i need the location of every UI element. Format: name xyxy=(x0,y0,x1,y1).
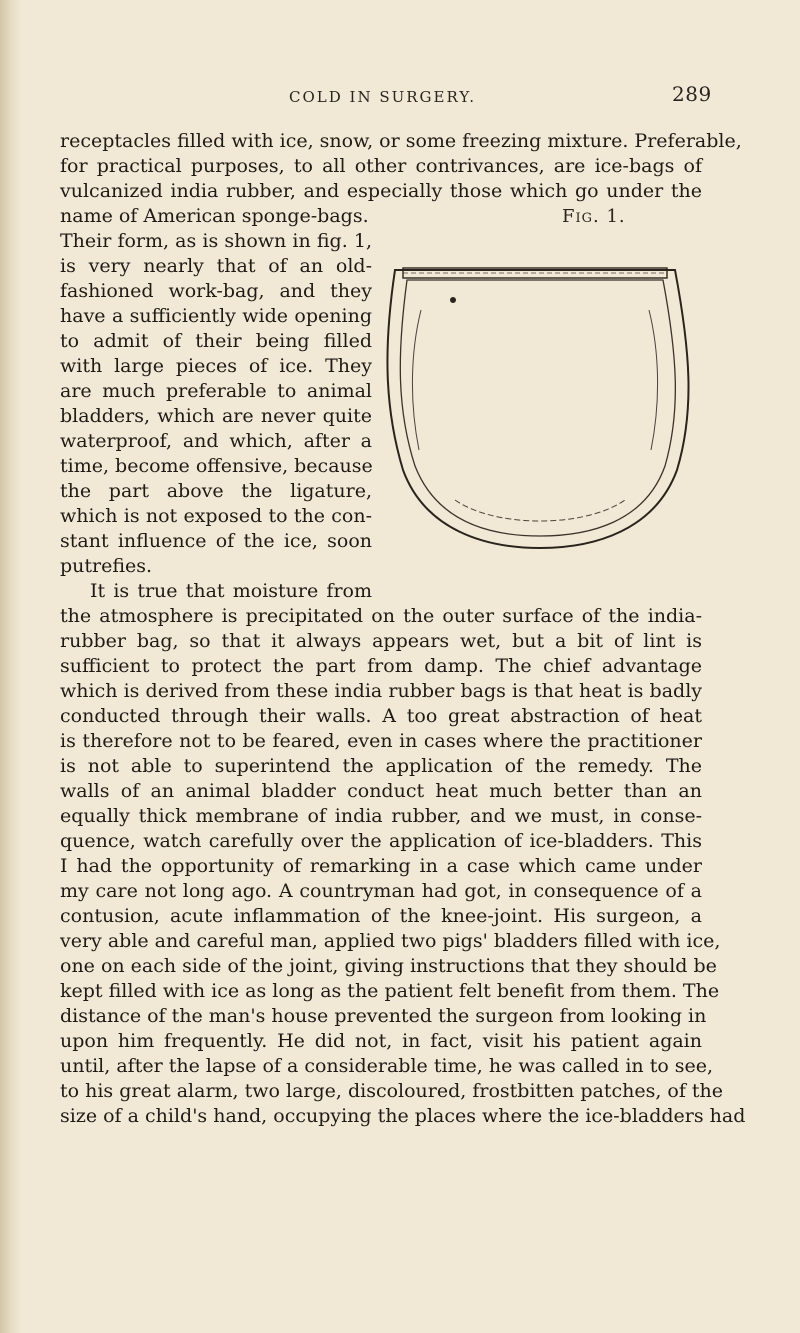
sponge-bag-illustration xyxy=(385,230,695,550)
left-shading xyxy=(412,310,421,450)
text-line: which is derived from these india rubber bags is that heat is badly xyxy=(60,680,702,702)
text-line: receptacles filled with ice, snow, or some freezing mixture. Preferable, xyxy=(60,130,742,152)
text-line: until, after the lapse of a considerable time, he was called in to see, xyxy=(60,1055,714,1077)
text-line: is therefore not to be feared, even in cases where the practitioner xyxy=(60,730,702,752)
text-line: It is true that moisture from xyxy=(90,580,372,602)
text-line: which is not exposed to the con- xyxy=(60,505,372,527)
text-line: vulcanized india rubber, and especially those which go under the xyxy=(60,180,702,202)
text-line: putrefies. xyxy=(60,555,153,577)
text-line: is very nearly that of an old- xyxy=(60,255,372,277)
text-line: very able and careful man, applied two pigs' bladders filled with ice, xyxy=(60,930,721,952)
page-number: 289 xyxy=(672,82,712,106)
text-line: kept filled with ice as long as the patient felt benefit from them. The xyxy=(60,980,720,1002)
text-line: upon him frequently. He did not, in fact, visit his patient again xyxy=(60,1030,702,1052)
bottom-shading xyxy=(455,500,625,521)
text-line: equally thick membrane of india rubber, and we must, in conse- xyxy=(60,805,702,827)
text-line: quence, watch carefully over the application of ice-bladders. This xyxy=(60,830,702,852)
text-line: the part above the ligature, xyxy=(60,480,372,502)
text-line: the atmosphere is precipitated on the outer surface of the india- xyxy=(60,605,702,627)
bag-outline-outer xyxy=(387,270,688,548)
text-line: distance of the man's house prevented the surgeon from looking in xyxy=(60,1005,707,1027)
text-line: I had the opportunity of remarking in a case which came under xyxy=(60,855,702,877)
text-line: are much preferable to animal xyxy=(60,380,372,402)
text-line: have a sufficiently wide opening xyxy=(60,305,372,327)
text-line: Their form, as is shown in fig. 1, xyxy=(60,230,372,252)
text-line: sufficient to protect the part from damp. The chief advantage xyxy=(60,655,702,677)
text-line: rubber bag, so that it always appears wet, but a bit of lint is xyxy=(60,630,702,652)
text-line: size of a child's hand, occupying the places where the ice-bladders had xyxy=(60,1105,746,1127)
text-line: time, become offensive, because xyxy=(60,455,373,477)
text-line: my care not long ago. A countryman had got, in consequence of a xyxy=(60,880,702,902)
text-line: walls of an animal bladder conduct heat much better than an xyxy=(60,780,702,802)
text-line: stant influence of the ice, soon xyxy=(60,530,372,552)
text-line: name of American sponge-bags. xyxy=(60,205,369,227)
running-head: COLD IN SURGERY. xyxy=(289,88,477,106)
text-line: conducted through their walls. A too great abstraction of heat xyxy=(60,705,702,727)
bag-ring-dot xyxy=(450,297,456,303)
text-line: is not able to superintend the application of the remedy. The xyxy=(60,755,702,777)
text-line: for practical purposes, to all other contrivances, are ice-bags of xyxy=(60,155,702,177)
text-line: contusion, acute inflammation of the knee-joint. His surgeon, a xyxy=(60,905,702,927)
text-line: waterproof, and which, after a xyxy=(60,430,372,452)
right-shading xyxy=(649,310,658,450)
text-line: to admit of their being filled xyxy=(60,330,372,352)
text-line: one on each side of the joint, giving instructions that they should be xyxy=(60,955,717,977)
text-line: to his great alarm, two large, discoloured, frostbitten patches, of the xyxy=(60,1080,724,1102)
text-line: with large pieces of ice. They xyxy=(60,355,372,377)
bag-outline-inner xyxy=(400,280,675,536)
figure-caption: Fig. 1. xyxy=(562,206,626,227)
text-line: fashioned work-bag, and they xyxy=(60,280,372,302)
text-line: bladders, which are never quite xyxy=(60,405,372,427)
